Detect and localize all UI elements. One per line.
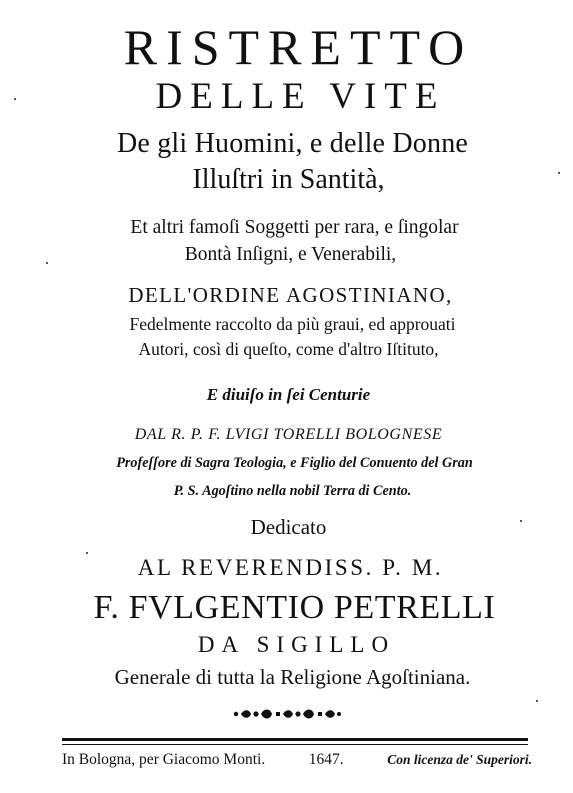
description-line-2: Autori, così di queſto, come d'altro Iſtituto, — [138, 339, 439, 359]
imprint-rule-thin — [62, 744, 528, 745]
author-name: DAL R. P. F. LVIGI TORELLI BOLOGNESE — [134, 426, 443, 443]
imprint-line — [62, 752, 532, 768]
imprint-rule-thick — [62, 738, 528, 741]
description-line-1: Fedelmente raccolto da più graui, ed approuati — [129, 314, 456, 334]
author-title-line-2: P. S. Agoſtino nella nobil Terra di Cento. — [173, 483, 412, 499]
dedicatee-name: F. FVLGENTIO PETRELLI — [93, 589, 496, 626]
paper-speck — [46, 262, 48, 264]
imprint-year: 1647. — [308, 751, 344, 768]
dedication-label: Dedicato — [250, 515, 327, 539]
paper-speck — [536, 700, 538, 702]
dedicatee-origin: DA SIGILLO — [197, 632, 396, 657]
title-line-6: Bontà Inſigni, e Venerabili, — [184, 244, 397, 265]
title-line-4: Illuſtri in Santità, — [192, 164, 385, 195]
paper-speck — [558, 172, 560, 174]
imprint-place-printer: In Bologna, per Giacomo Monti. — [62, 751, 266, 768]
paper-speck — [14, 98, 16, 100]
paper-speck — [520, 520, 522, 522]
dedicatee-office: Generale di tutta la Religione Agoſtiniana. — [114, 665, 471, 689]
book-subtitle: DELLE VITE — [155, 76, 446, 117]
fleuron-row-icon — [0, 706, 573, 722]
author-title-line-1: Profeſſore di Sagra Teologia, e Figlio del Conuento del Gran — [116, 455, 473, 471]
imprint-license: Con licenza de' Superiori. — [387, 752, 532, 767]
book-title: RISTRETTO — [123, 19, 474, 75]
order-name: DELL'ORDINE AGOSTINIANO, — [128, 283, 453, 307]
title-line-3: De gli Huomini, e delle Donne — [116, 128, 469, 159]
dedicatee-honorific: AL REVERENDISS. P. M. — [137, 555, 444, 580]
paper-speck — [86, 552, 88, 554]
title-line-5: Et altri famoſi Soggetti per rara, e ſingolar — [130, 217, 459, 238]
fleuron-ornament — [232, 706, 342, 722]
division-note: E diuiſo in ſei Centurie — [206, 385, 371, 404]
